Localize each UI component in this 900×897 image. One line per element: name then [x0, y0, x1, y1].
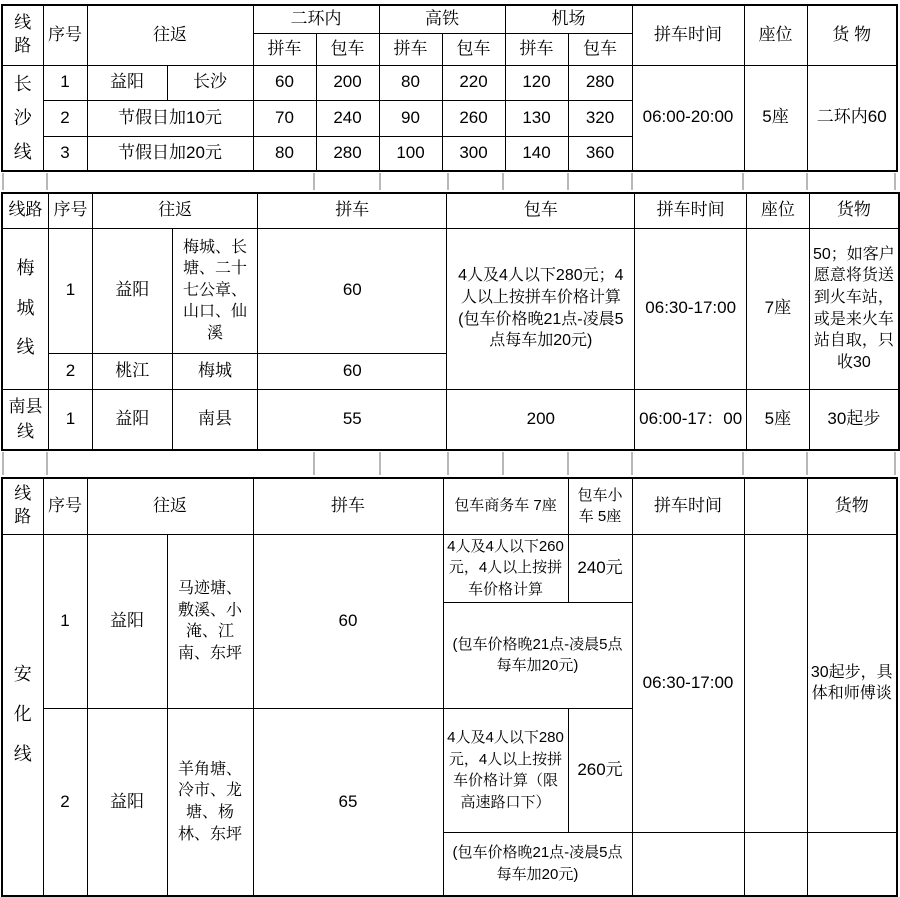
t3-blank-cell [744, 534, 807, 832]
sheet-gap [0, 452, 898, 475]
gridline [447, 452, 449, 475]
t2-row2-no: 2 [49, 353, 93, 389]
gridline [894, 173, 896, 190]
t3-row2-carpool: 65 [253, 708, 443, 896]
t3-bottom-blank [744, 832, 807, 896]
t2-nanxian-seats: 5座 [747, 389, 810, 450]
t1-header-rail-carpool: 拼车 [379, 33, 442, 65]
t1-header-airport-charter: 包车 [568, 33, 632, 65]
t2-row2-from: 桃江 [92, 353, 172, 389]
t3-row1-from: 益阳 [87, 534, 167, 708]
t3-row2-night-surcharge: (包车价格晚21点-凌晨5点每车加20元) [443, 832, 632, 896]
t2-nanxian-time: 06:00-17：00 [635, 389, 747, 450]
t3-row2-charter-car: 260元 [568, 708, 632, 832]
t3-header-carpool: 拼车 [253, 478, 443, 534]
t3-header-blank [744, 478, 807, 534]
t3-header-charter-van: 包车商务车 7座 [443, 478, 568, 534]
gridline [379, 173, 381, 190]
t1-row1-from: 益阳 [87, 65, 167, 100]
t1-row3-note: 节假日加20元 [87, 136, 253, 171]
gridline [806, 173, 808, 190]
gridline [2, 173, 4, 190]
t1-header-cargo: 货 物 [807, 5, 897, 65]
t1-header-no: 序号 [43, 5, 87, 65]
t2-row3-to: 南县 [172, 389, 258, 450]
t1-row1-rail-charter: 220 [442, 65, 505, 100]
t2-line-name-meicheng: 梅城线 [2, 228, 49, 389]
gridline [46, 452, 48, 475]
gridline [631, 452, 633, 475]
t3-row1-no: 1 [43, 534, 87, 708]
t1-row3-no: 3 [43, 136, 87, 171]
table-meicheng-nanxian-line [1, 192, 900, 451]
t1-cargo: 二环内60 [807, 65, 897, 171]
t1-row2-ring-charter: 240 [316, 100, 379, 136]
t3-header-time: 拼车时间 [632, 478, 744, 534]
t2-header-time: 拼车时间 [635, 193, 747, 228]
t2-row3-from: 益阳 [92, 389, 172, 450]
t1-header-trip: 往返 [87, 5, 253, 65]
t1-header-airport-carpool: 拼车 [505, 33, 568, 65]
t2-header-trip: 往返 [92, 193, 257, 228]
t3-row1-charter-van: 4人及4人以下260元，4人以上按拼车价格计算 [443, 534, 568, 602]
t2-line-name-nanxian: 南县线 [2, 389, 49, 450]
t1-row2-no: 2 [43, 100, 87, 136]
t1-header-line: 线路 [2, 5, 43, 65]
t3-header-line: 线路 [2, 478, 43, 534]
t1-row1-ring-carpool: 60 [253, 65, 316, 100]
t1-row3-airport-charter: 360 [568, 136, 632, 171]
t1-row3-ring-carpool: 80 [253, 136, 316, 171]
t1-row1-no: 1 [43, 65, 87, 100]
t1-row2-rail-charter: 260 [442, 100, 505, 136]
t2-header-seats: 座位 [747, 193, 810, 228]
t1-row3-rail-charter: 300 [442, 136, 505, 171]
t2-row3-no: 1 [49, 389, 93, 450]
t1-row1-airport-carpool: 120 [505, 65, 568, 100]
gridline [567, 173, 569, 190]
t2-row3-charter: 200 [447, 389, 635, 450]
t2-meicheng-time: 06:30-17:00 [635, 228, 747, 389]
gridline [742, 452, 744, 475]
t1-header-ring: 二环内 [253, 5, 379, 33]
t2-header-cargo: 货物 [809, 193, 899, 228]
t3-header-trip: 往返 [87, 478, 253, 534]
t3-line-name: 安化线 [2, 534, 43, 896]
t2-row1-carpool: 60 [258, 228, 447, 353]
t1-header-ring-charter: 包车 [316, 33, 379, 65]
gridline [502, 452, 504, 475]
t1-row2-ring-carpool: 70 [253, 100, 316, 136]
t1-header-seats: 座位 [744, 5, 807, 65]
t1-header-rail-charter: 包车 [442, 33, 505, 65]
t1-carpool-time: 06:00-20:00 [632, 65, 744, 171]
gridline [502, 173, 504, 190]
t2-row1-to: 梅城、长塘、二十七公章、山口、仙溪 [172, 228, 258, 353]
t3-row1-to: 马迹塘、敷溪、小淹、江南、东坪 [167, 534, 253, 708]
t1-row2-rail-carpool: 90 [379, 100, 442, 136]
t3-row2-charter-van: 4人及4人以下280元，4人以上按拼车价格计算（限高速路口下） [443, 708, 568, 832]
t2-row3-carpool: 55 [258, 389, 447, 450]
t1-row2-airport-charter: 320 [568, 100, 632, 136]
t2-meicheng-cargo: 50；如客户愿意将货送到火车站，或是来火车站自取，只收30 [809, 228, 899, 389]
t2-header-charter: 包车 [447, 193, 635, 228]
t2-meicheng-seats: 7座 [747, 228, 810, 389]
gridline [567, 452, 569, 475]
t1-row3-airport-carpool: 140 [505, 136, 568, 171]
gridline [894, 452, 896, 475]
t2-row1-from: 益阳 [92, 228, 172, 353]
t2-row1-no: 1 [49, 228, 93, 353]
t2-header-carpool: 拼车 [258, 193, 447, 228]
t1-seats: 5座 [744, 65, 807, 171]
t1-header-time: 拼车时间 [632, 5, 744, 65]
t1-row3-rail-carpool: 100 [379, 136, 442, 171]
t3-header-cargo: 货物 [807, 478, 897, 534]
t3-row1-carpool: 60 [253, 534, 443, 708]
gridline [313, 173, 315, 190]
t1-row1-rail-carpool: 80 [379, 65, 442, 100]
t2-row2-carpool: 60 [258, 353, 447, 389]
t3-row2-from: 益阳 [87, 708, 167, 896]
t3-cargo: 30起步，具体和师傅谈 [807, 534, 897, 832]
t2-meicheng-charter: 4人及4人以下280元；4人以上按拼车价格计算(包车价格晚21点-凌晨5点每车加20元) [447, 228, 635, 389]
gridline [806, 452, 808, 475]
t1-header-rail: 高铁 [379, 5, 505, 33]
t1-row1-ring-charter: 200 [316, 65, 379, 100]
gridline [631, 173, 633, 190]
t1-row1-airport-charter: 280 [568, 65, 632, 100]
gridline [46, 173, 48, 190]
t3-row1-charter-car: 240元 [568, 534, 632, 602]
table-anhua-line [1, 477, 898, 897]
t3-row2-no: 2 [43, 708, 87, 896]
t3-carpool-time: 06:30-17:00 [632, 534, 744, 832]
t1-row2-note: 节假日加10元 [87, 100, 253, 136]
gridline [379, 452, 381, 475]
t3-header-no: 序号 [43, 478, 87, 534]
t1-row2-airport-carpool: 130 [505, 100, 568, 136]
t1-line-name: 长沙线 [2, 65, 43, 171]
t1-row1-to: 长沙 [167, 65, 253, 100]
t2-nanxian-cargo: 30起步 [809, 389, 899, 450]
t1-header-airport: 机场 [505, 5, 632, 33]
gridline [447, 173, 449, 190]
gridline [2, 452, 4, 475]
t3-bottom-time-blank [632, 832, 744, 896]
t3-bottom-cargo-blank [807, 832, 897, 896]
t2-header-line: 线路 [2, 193, 49, 228]
sheet-gap [0, 173, 898, 190]
t2-header-no: 序号 [49, 193, 93, 228]
gridline [742, 173, 744, 190]
gridline [313, 452, 315, 475]
t1-header-ring-carpool: 拼车 [253, 33, 316, 65]
t3-header-charter-car: 包车小车 5座 [568, 478, 632, 534]
t2-row2-to: 梅城 [172, 353, 258, 389]
t3-row1-night-surcharge: (包车价格晚21点-凌晨5点每车加20元) [443, 602, 632, 708]
t3-row2-to: 羊角塘、冷市、龙塘、杨林、东坪 [167, 708, 253, 896]
table-changsha-line [1, 4, 898, 172]
t1-row3-ring-charter: 280 [316, 136, 379, 171]
